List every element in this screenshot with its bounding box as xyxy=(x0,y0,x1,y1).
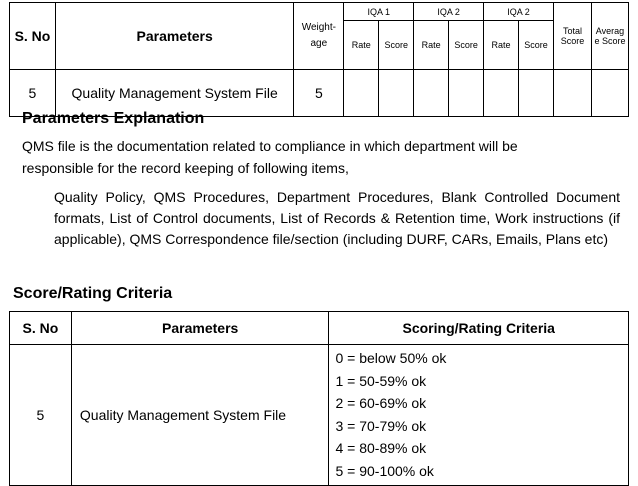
header-total-line1: Total xyxy=(562,26,582,36)
explanation-intro: QMS file is the documentation related to compliance in which department will be responsible for the record keeping of following items, xyxy=(22,138,518,176)
header-weightage-line1: Weight- xyxy=(301,22,336,33)
criteria-title: Score/Rating Criteria xyxy=(13,285,173,302)
row-weightage: 5 xyxy=(294,70,344,117)
header-iqa-1: IQA 1 xyxy=(344,3,414,21)
header-weightage-line2: age xyxy=(310,38,328,49)
criteria-row-parameter: Quality Management System File xyxy=(71,345,329,486)
row-sno: 5 xyxy=(10,70,56,117)
criteria-line: 4 = 80-89% ok xyxy=(335,440,427,457)
criteria-row-sno: 5 xyxy=(10,345,72,486)
header-iqa1-score: Score xyxy=(379,21,414,70)
criteria-header-parameters: Parameters xyxy=(71,312,329,345)
criteria-line: 0 = below 50% ok xyxy=(335,350,447,366)
header-average-score xyxy=(591,3,628,70)
header-average-line2: e Score xyxy=(594,36,626,46)
header-average-line1: Averag xyxy=(595,26,625,36)
header-sno: S. No xyxy=(10,3,56,70)
criteria-line: 1 = 50-59% ok xyxy=(335,372,427,389)
row-iqa2-score xyxy=(449,70,484,117)
header-total-line2: Score xyxy=(560,36,585,46)
row-average-score xyxy=(591,70,628,117)
header-iqa-3: IQA 2 xyxy=(484,3,554,21)
header-iqa2-score: Score xyxy=(449,21,484,70)
criteria-line: 5 = 90-100% ok xyxy=(335,462,434,479)
row-iqa3-score xyxy=(519,70,554,117)
header-weightage xyxy=(294,3,344,70)
row-iqa1-rate xyxy=(344,70,379,117)
row-iqa1-score xyxy=(379,70,414,117)
row-parameter: Quality Management System File xyxy=(55,70,293,117)
header-iqa2-rate: Rate xyxy=(414,21,449,70)
criteria-header-criteria: Scoring/Rating Criteria xyxy=(329,312,629,345)
criteria-header-sno: S. No xyxy=(10,312,72,345)
explanation-title: Parameters Explanation xyxy=(22,110,205,127)
criteria-line: 2 = 60-69% ok xyxy=(335,395,427,412)
header-total-score xyxy=(553,3,591,70)
row-iqa3-rate xyxy=(484,70,519,117)
criteria-table xyxy=(9,311,629,486)
row-iqa2-rate xyxy=(414,70,449,117)
parameters-table xyxy=(9,2,629,117)
criteria-row-lines xyxy=(329,345,629,486)
table-row xyxy=(10,345,629,486)
header-iqa1-rate: Rate xyxy=(344,21,379,70)
row-total-score xyxy=(553,70,591,117)
header-iqa3-score: Score xyxy=(519,21,554,70)
explanation-items: Quality Policy, QMS Procedures, Department Procedures, Blank Controlled Document formats, List of Control documents, List of Records & Retention time, Work instructions (if applicable), QMS Correspondence file/section (including DURF, CARs, Emails, Plans etc) xyxy=(54,189,620,247)
header-parameters: Parameters xyxy=(55,3,293,70)
criteria-line: 3 = 70-79% ok xyxy=(335,417,427,434)
header-iqa3-rate: Rate xyxy=(484,21,519,70)
header-iqa-2: IQA 2 xyxy=(414,3,484,21)
